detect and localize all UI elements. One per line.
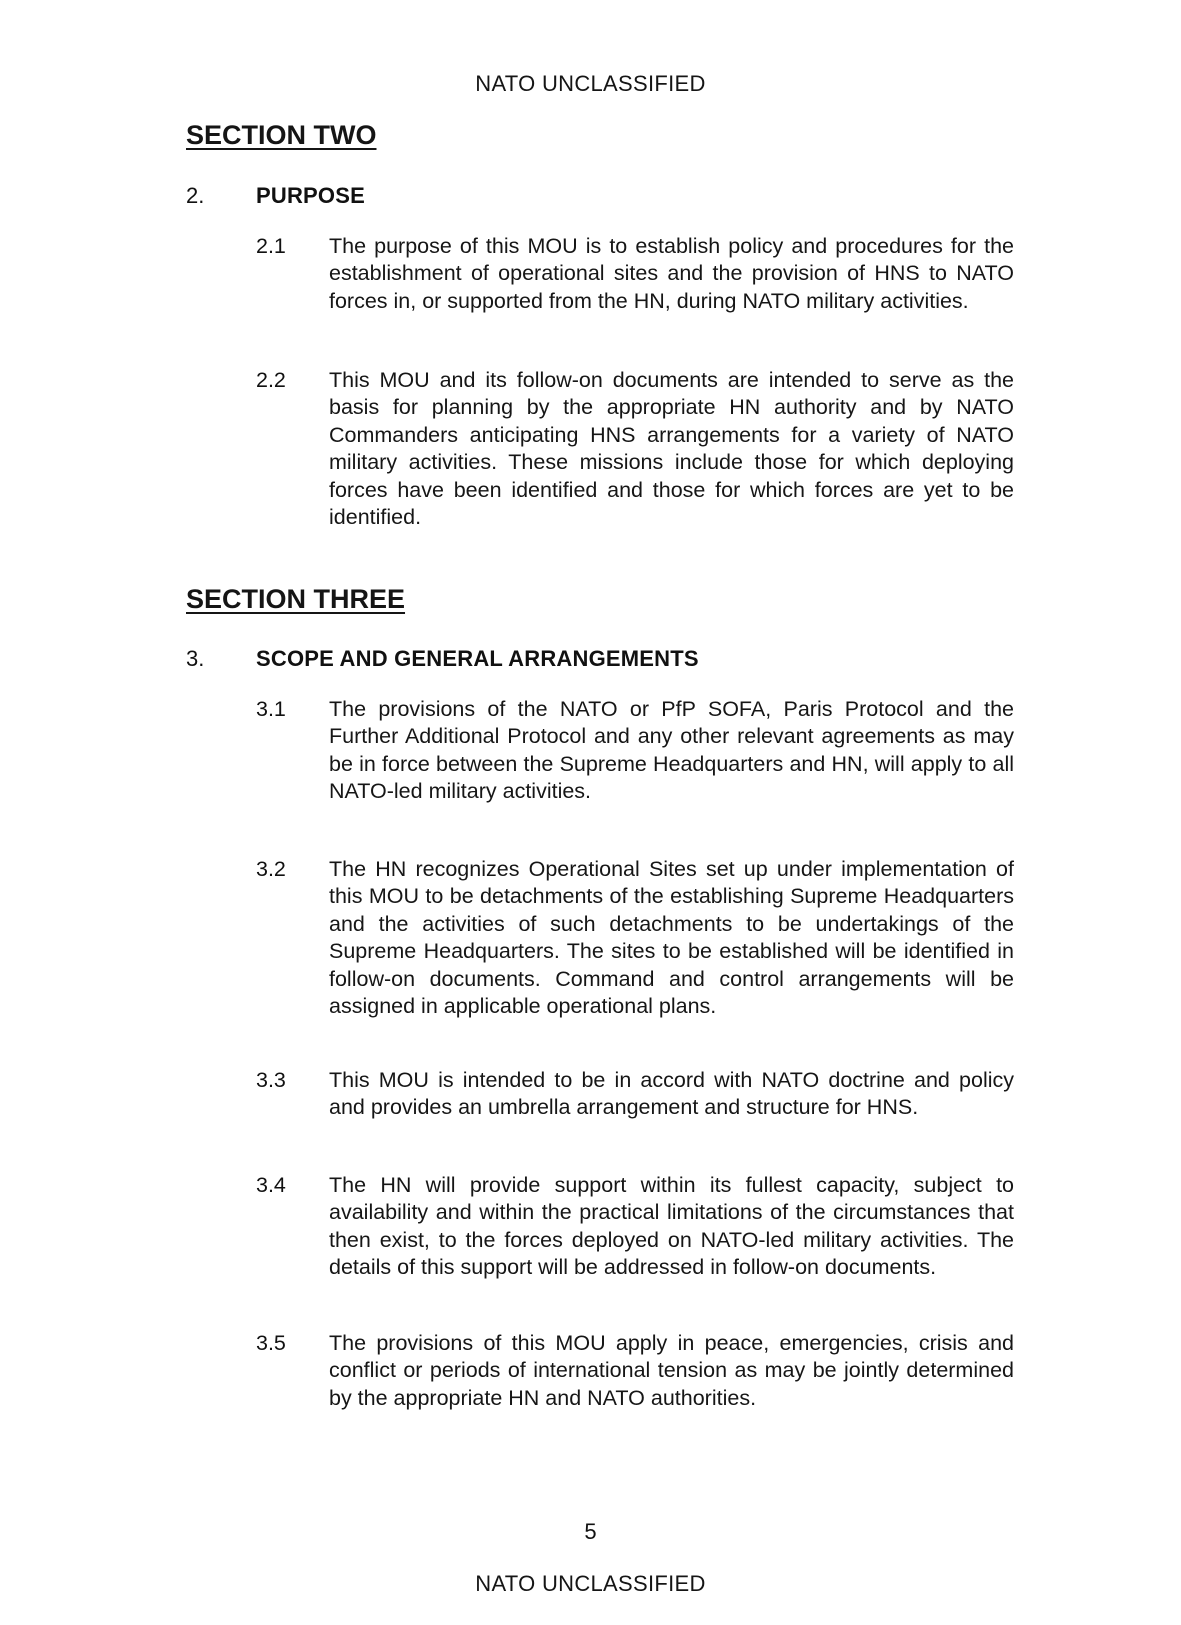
paragraph-number: 3.1 bbox=[256, 697, 286, 721]
footer-classification: NATO UNCLASSIFIED bbox=[475, 1571, 706, 1596]
clause-title: PURPOSE bbox=[256, 183, 365, 208]
paragraph-number: 3.3 bbox=[256, 1068, 286, 1092]
clause-scope bbox=[186, 646, 1016, 672]
header-classification: NATO UNCLASSIFIED bbox=[475, 71, 706, 96]
clause-number: 2. bbox=[186, 183, 205, 208]
paragraph-number: 3.4 bbox=[256, 1173, 286, 1197]
paragraph-2-1 bbox=[256, 233, 1014, 343]
paragraph-number: 2.2 bbox=[256, 368, 286, 392]
paragraph-3-5 bbox=[256, 1330, 1014, 1420]
paragraph-3-1 bbox=[256, 696, 1014, 836]
page-number: 5 bbox=[584, 1519, 597, 1544]
paragraph-text: This MOU is intended to be in accord with NATO doctrine and policy and provides an umbrella arrangement and structure for HNS. bbox=[329, 1068, 1014, 1120]
paragraph-text: This MOU and its follow-on documents are intended to serve as the basis for planning by the appropriate HN authority and by NATO Commanders anticipating HNS arrangements for a variety of NATO military activities. These missions include those for which deploying forces have been identified and those for which forces are yet to be identified. bbox=[329, 368, 1014, 530]
paragraph-text: The provisions of the NATO or PfP SOFA, Paris Protocol and the Further Additional Protocol and any other relevant agreements as may be in force between the Supreme Headquarters and HN, will apply to all NATO-led military activities. bbox=[329, 697, 1014, 804]
paragraph-number: 3.5 bbox=[256, 1331, 286, 1355]
section-heading-three: SECTION THREE bbox=[186, 584, 406, 614]
paragraph-text: The provisions of this MOU apply in peace, emergencies, crisis and conflict or periods of international tension as may be jointly determined by the appropriate HN and NATO authorities. bbox=[329, 1331, 1014, 1410]
paragraph-number: 2.1 bbox=[256, 234, 286, 258]
paragraph-text: The purpose of this MOU is to establish policy and procedures for the establishment of operational sites and the provision of HNS to NATO forces in, or supported from the HN, during NATO military activities. bbox=[329, 234, 1014, 313]
clause-purpose bbox=[186, 183, 1016, 209]
clause-title: SCOPE AND GENERAL ARRANGEMENTS bbox=[256, 646, 699, 671]
paragraph-2-2 bbox=[256, 367, 1014, 532]
paragraph-text: The HN recognizes Operational Sites set up under implementation of this MOU to be detachments of the establishing Supreme Headquarters and the activities of such detachments to be undertakings of the Supreme Headquarters. The sites to be established will be identified in follow-on documents. Command and control arrangements will be assigned in applicable operational plans. bbox=[329, 857, 1014, 1019]
paragraph-3-4 bbox=[256, 1172, 1014, 1312]
paragraph-number: 3.2 bbox=[256, 857, 286, 881]
paragraph-3-2 bbox=[256, 856, 1014, 1051]
paragraph-text: The HN will provide support within its fullest capacity, subject to availability and within the practical limitations of the circumstances that then exist, to the forces deployed on NATO-led military activities. The details of this support will be addressed in follow-on documents. bbox=[329, 1173, 1014, 1280]
paragraph-3-3 bbox=[256, 1067, 1014, 1157]
clause-number: 3. bbox=[186, 646, 205, 671]
section-heading-two: SECTION TWO bbox=[186, 120, 377, 150]
